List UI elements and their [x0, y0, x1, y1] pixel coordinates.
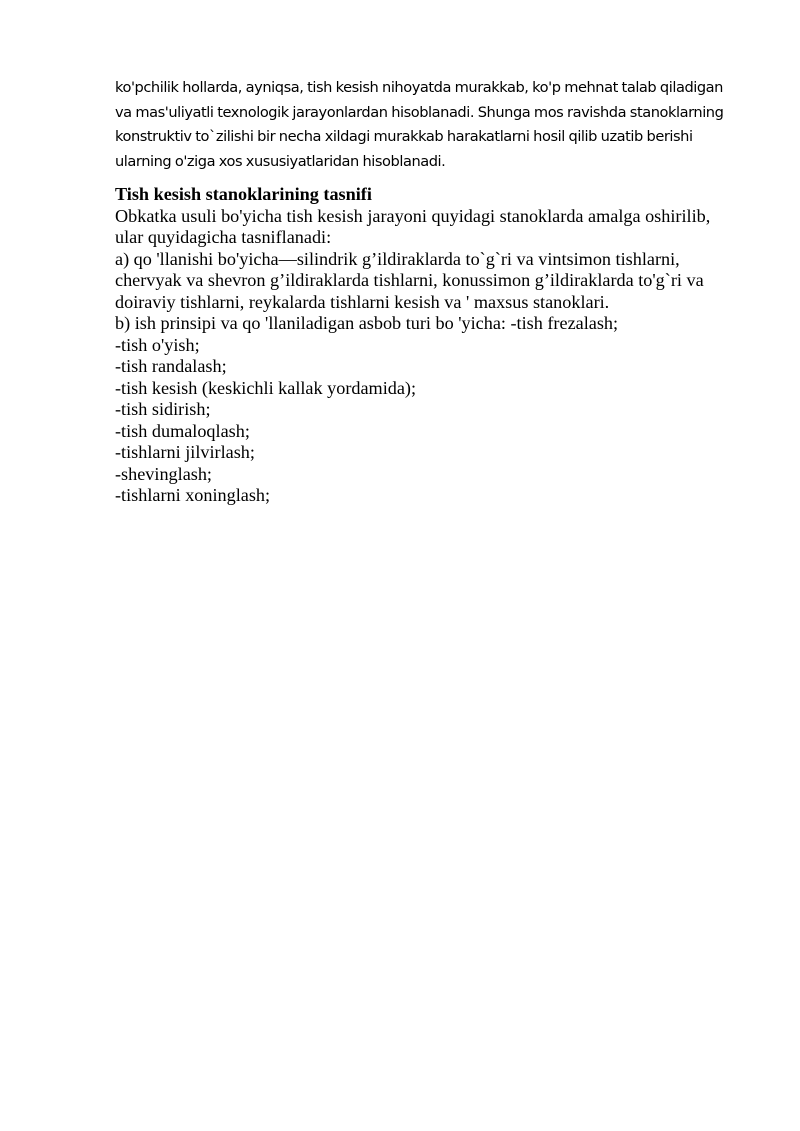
- list-item: -tishlarni jilvirlash;: [115, 442, 255, 463]
- section-heading: Tish kesish stanoklarining tasnifi: [115, 184, 372, 205]
- intro-paragraph: ko'pchilik hollarda, ayniqsa, tish kesish nihoyatda murakkab, ko'p mehnat talab qiladigan va mas'uliyatli texnologik jarayonlardan hisoblanadi. Shunga mos ravishda stanoklarning konstruktiv to`zilishi bir necha xildagi murakkab harakatlarni hosil qilib uzatib berishi ularning o'ziga xos xususiyatlaridan hisoblanadi.: [115, 79, 724, 170]
- section-intro: Obkatka usuli bo'yicha tish kesish jarayoni quyidagi stanoklarda amalga oshirilib, ular quyidagicha tasniflanadi:: [115, 205, 711, 248]
- list-item: -tish o'yish;: [115, 334, 200, 355]
- classification-item-b: b) ish prinsipi va qo 'llaniladigan asbob turi bo 'yicha: -tish frezalash;: [115, 313, 619, 334]
- list-item: -tish randalash;: [115, 356, 227, 377]
- classification-item-a: a) qo 'llanishi bo'yicha—silindrik g’ildiraklarda to`g`ri va vintsimon tishlarni, chervyak va shevron g’ildiraklarda tishlarni, konussimon g’ildiraklarda to'g`ri va doiraviy tishlarni, reykalarda tishlarni kesish va ' maxsus stanoklari.: [115, 248, 704, 312]
- list-item: -shevinglash;: [115, 463, 212, 484]
- method-list: [115, 335, 727, 507]
- list-item: -tish sidirish;: [115, 399, 211, 420]
- list-item: -tish kesish (keskichli kallak yordamida);: [115, 377, 417, 398]
- document-body: [115, 76, 727, 507]
- list-item: -tishlarni xoninglash;: [115, 485, 271, 506]
- list-item: -tish dumaloqlash;: [115, 420, 250, 441]
